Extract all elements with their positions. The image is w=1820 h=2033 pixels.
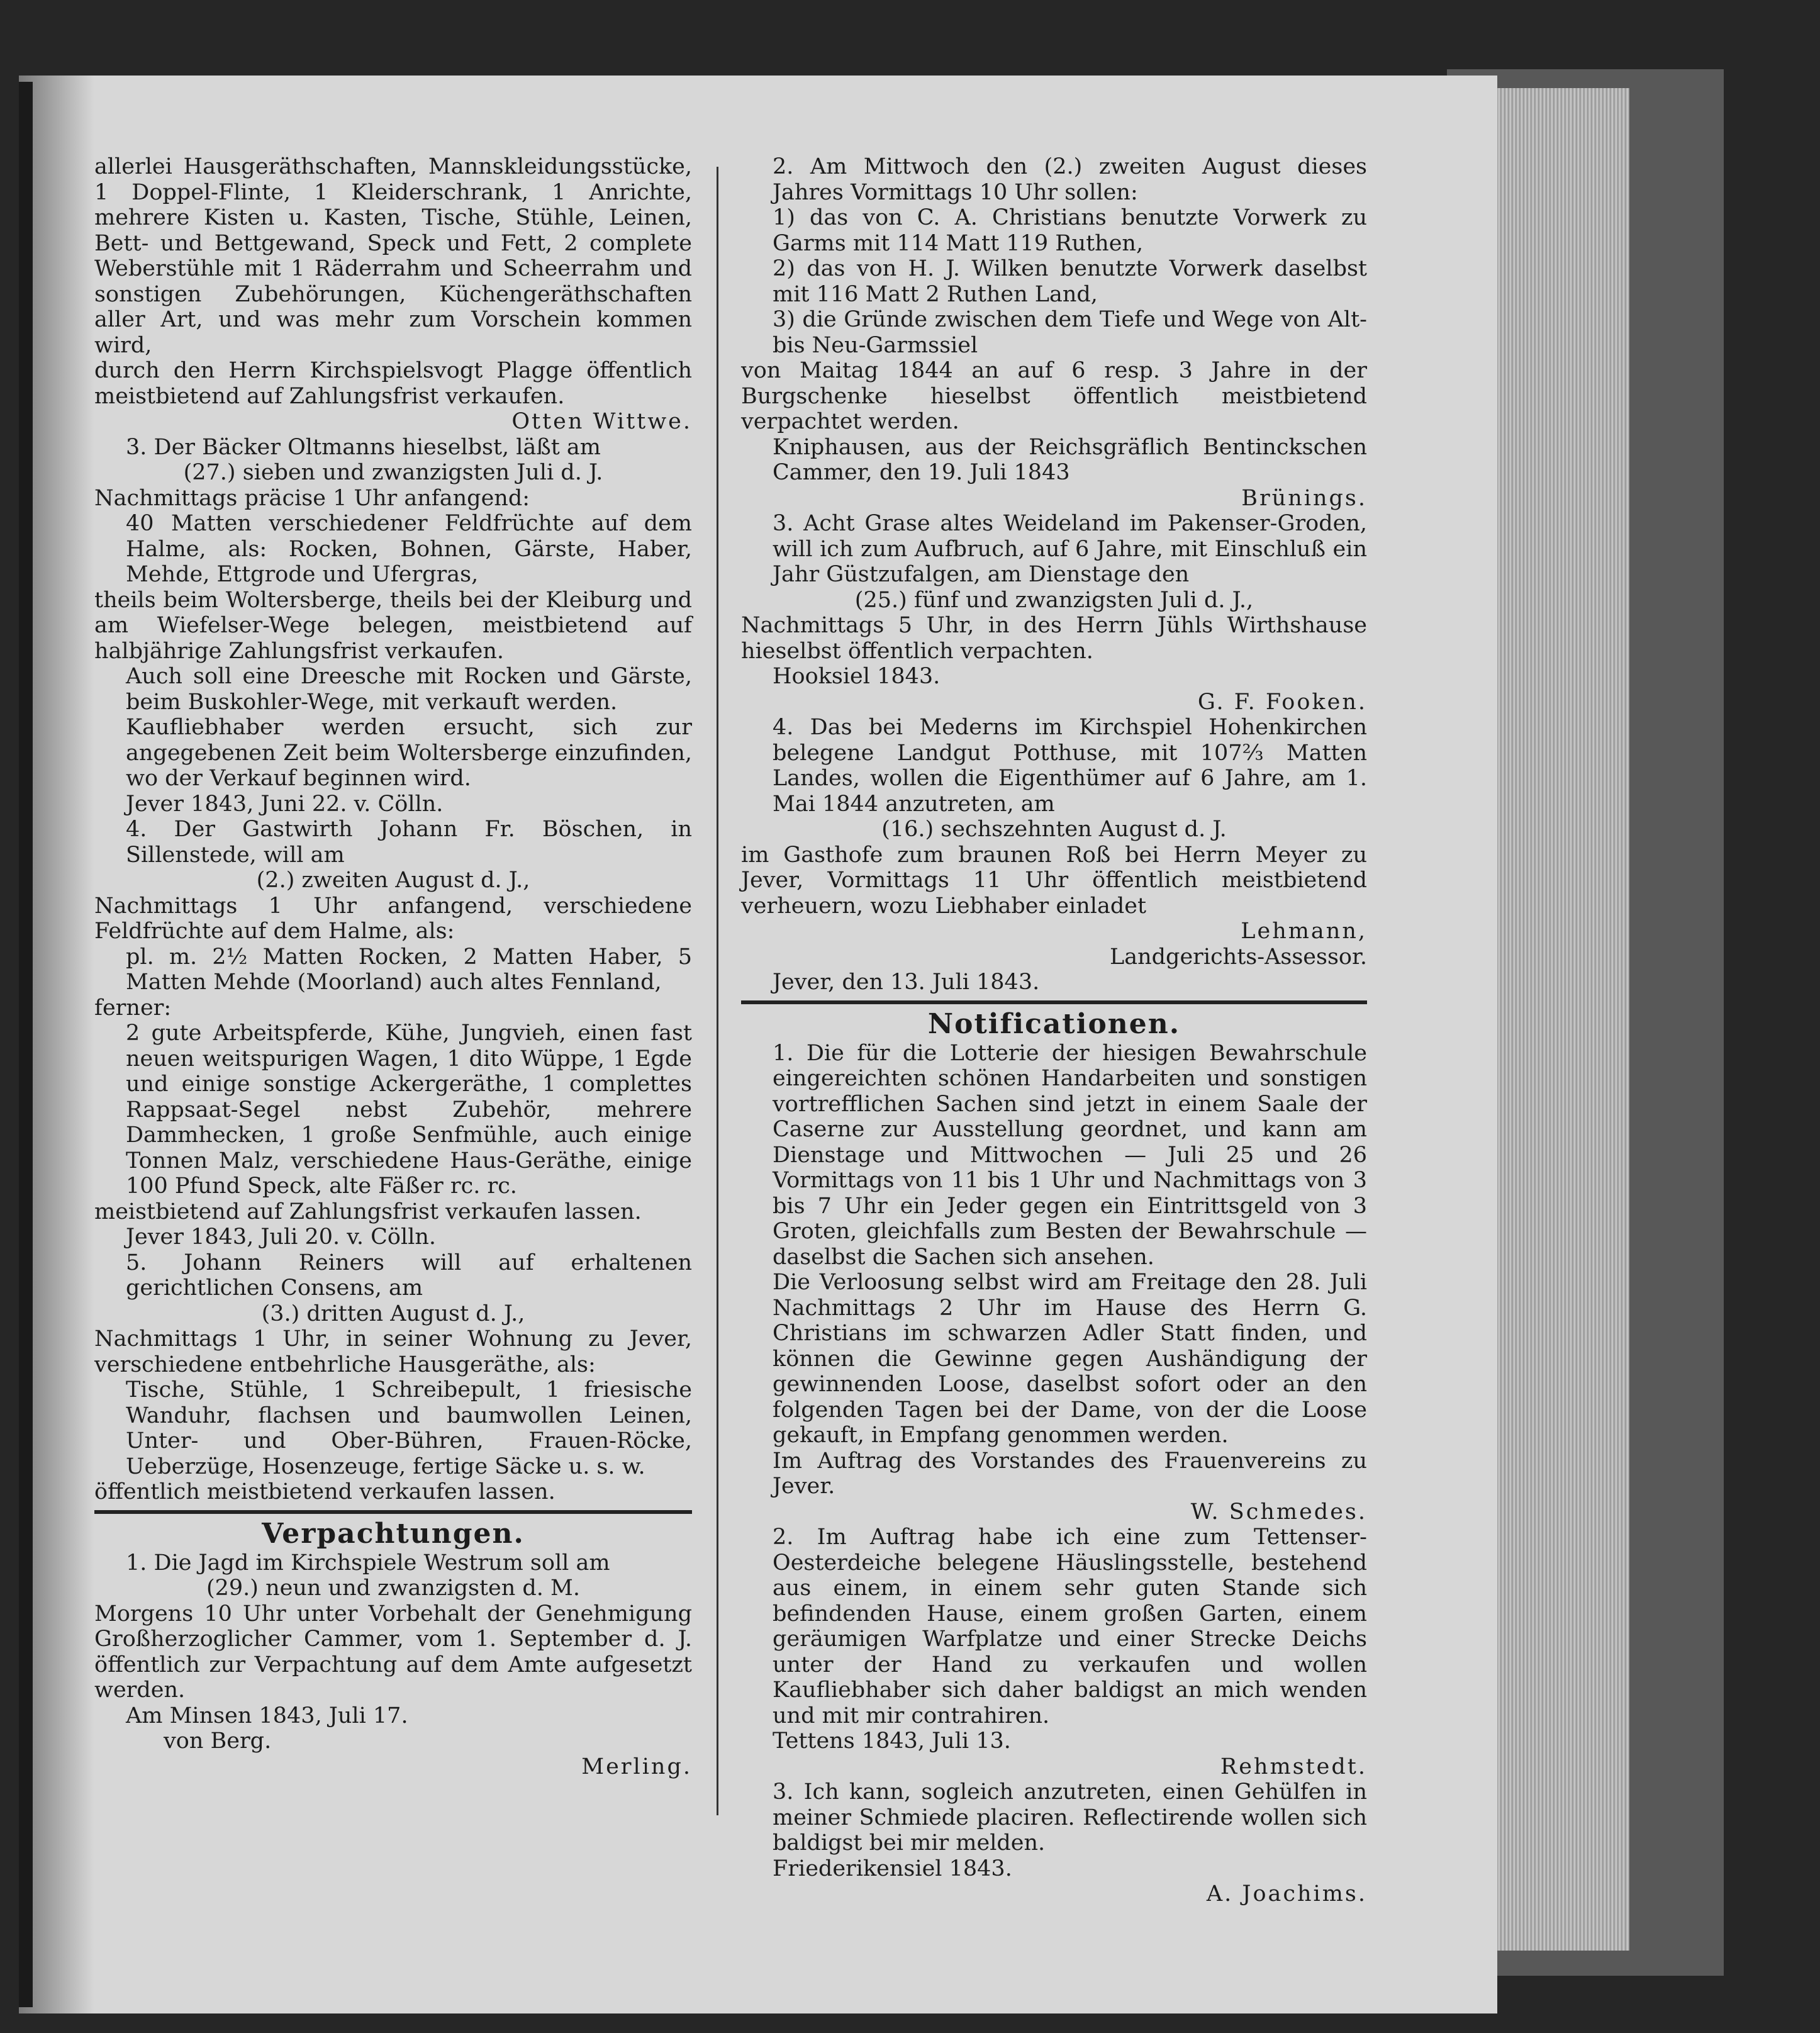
text-paragraph: 2) das von H. J. Wilken benutzte Vorwerk daselbst mit 116 Matt 2 Ruthen Land, — [773, 256, 1367, 307]
text-paragraph: allerlei Hausgeräthschaften, Mannskleidungsstücke, 1 Doppel-Flinte, 1 Kleiderschrank, 1 Anrichte, mehrere Kisten u. Kasten, Tische, Stühle, Leinen, Bett- und Bettgewand, Speck und Fett, 2 complete Weberstühle mit 1 Räderrahm und Scheerrahm und sonstigen Zubehörungen, Küchengeräthschaften aller Art, und was mehr zum Vorschein kommen wird, — [94, 154, 692, 358]
text-paragraph: Morgens 10 Uhr unter Vorbehalt der Genehmigung Großherzoglicher Cammer, vom 1. September d. J. öffentlich zur Verpachtung auf dem Amte aufgesetzt werden. — [94, 1601, 692, 1703]
page-content — [94, 154, 1367, 1907]
text-paragraph: W. Schmedes. — [1190, 1499, 1367, 1525]
page-fore-edge — [1478, 88, 1629, 1951]
text-paragraph: 3) die Gründe zwischen dem Tiefe und Wege von Alt- bis Neu-Garmssiel — [773, 307, 1367, 358]
text-paragraph: G. F. Fooken. — [1197, 689, 1367, 715]
text-paragraph: Rehmstedt. — [1220, 1754, 1367, 1779]
text-paragraph: Nachmittags präcise 1 Uhr anfangend: — [94, 485, 530, 511]
text-paragraph: Auch soll eine Dreesche mit Rocken und Gärste, beim Buskohler-Wege, mit verkauft werden. — [126, 664, 692, 715]
text-paragraph: Lehmann, — [1241, 919, 1367, 944]
text-paragraph: (25.) fünf und zwanzigsten Juli d. J., — [854, 587, 1254, 613]
text-paragraph: 3. Ich kann, sogleich anzutreten, einen Gehülfen in meiner Schmiede placiren. Reflectirende wollen sich baldigst bei mir melden. — [773, 1779, 1367, 1856]
right-column — [741, 154, 1367, 1907]
section-rule — [741, 1000, 1367, 1004]
text-paragraph: im Gasthofe zum braunen Roß bei Herrn Meyer zu Jever, Vormittags 11 Uhr öffentlich meistbietend verheuern, wozu Liebhaber einladet — [741, 842, 1367, 919]
text-paragraph: Landgerichts-Assessor. — [1109, 944, 1367, 970]
text-paragraph: theils beim Woltersberge, theils bei der Kleiburg und am Wiefelser-Wege belegen, meistbietend auf halbjährige Zahlungsfrist verkaufen. — [94, 587, 692, 664]
text-paragraph: (27.) sieben und zwanzigsten Juli d. J. — [183, 460, 603, 485]
text-paragraph: 2. Im Auftrag habe ich eine zum Tettenser-Oesterdeiche belegene Häuslingsstelle, bestehend aus einem, in einem sehr guten Stande sich befindenden Hause, einem großen Garten, einem geräumigen Warfplatze und einer Strecke Deichs unter der Hand zu verkaufen und wollen Kaufliebhaber sich daher baldigst an mich wenden und mit mir contrahiren. — [773, 1525, 1367, 1728]
section-heading: Verpachtungen. — [262, 1517, 525, 1550]
text-paragraph: meistbietend auf Zahlungsfrist verkaufen lassen. — [94, 1199, 642, 1224]
text-paragraph: 3. Acht Grase altes Weideland im Pakenser-Groden, will ich zum Aufbruch, auf 6 Jahre, mit Einschluß ein Jahr Güstzufalgen, am Dienstage den — [773, 511, 1367, 587]
text-paragraph: 5. Johann Reiners will auf erhaltenen gerichtlichen Consens, am — [126, 1250, 692, 1301]
text-paragraph: durch den Herrn Kirchspielsvogt Plagge öffentlich meistbietend auf Zahlungsfrist verkaufen. — [94, 358, 692, 409]
text-paragraph: A. Joachims. — [1206, 1881, 1367, 1907]
text-paragraph: Im Auftrag des Vorstandes des Frauenvereins zu Jever. — [773, 1448, 1367, 1499]
text-paragraph: Otten Wittwe. — [511, 409, 692, 434]
left-column — [94, 154, 692, 1779]
text-paragraph: 4. Das bei Mederns im Kirchspiel Hohenkirchen belegene Landgut Potthuse, mit 107⅔ Matten Landes, wollen die Eigenthümer auf 6 Jahre, am 1. Mai 1844 anzutreten, am — [773, 715, 1367, 817]
text-paragraph: 40 Matten verschiedener Feldfrüchte auf dem Halme, als: Rocken, Bohnen, Gärste, Haber, Mehde, Ettgrode und Ufergras, — [126, 511, 692, 587]
text-paragraph: Jever, den 13. Juli 1843. — [773, 970, 1040, 995]
text-paragraph: (29.) neun und zwanzigsten d. M. — [206, 1576, 581, 1601]
text-paragraph: 4. Der Gastwirth Johann Fr. Böschen, in Sillenstede, will am — [126, 817, 692, 868]
text-paragraph: Kniphausen, aus der Reichsgräflich Bentinckschen Cammer, den 19. Juli 1843 — [773, 434, 1367, 485]
text-paragraph: Tische, Stühle, 1 Schreibepult, 1 friesische Wanduhr, flachsen und baumwollen Leinen, Unter- und Ober-Bühren, Frauen-Röcke, Ueberzüge, Hosenzeuge, fertige Säcke u. s. w. — [126, 1377, 692, 1479]
text-paragraph: ferner: — [94, 995, 172, 1021]
text-paragraph: 3. Der Bäcker Oltmanns hieselbst, läßt am — [126, 434, 601, 460]
text-paragraph: Merling. — [581, 1754, 692, 1779]
text-paragraph: 2 gute Arbeitspferde, Kühe, Jungvieh, einen fast neuen weitspurigen Wagen, 1 dito Wüppe, 1 Egde und einige sonstige Ackergeräthe, 1 complettes Rappsaat-Segel nebst Zubehör, mehrere Dammhecken, 1 große Senfmühle, auch einige Tonnen Malz, verschiedene Haus-Geräthe, einige 100 Pfund Speck, alte Fäßer rc. rc. — [126, 1021, 692, 1199]
section-heading: Notificationen. — [927, 1007, 1181, 1040]
text-paragraph: 1. Die Jagd im Kirchspiele Westrum soll am — [126, 1550, 610, 1576]
text-paragraph: 2. Am Mittwoch den (2.) zweiten August dieses Jahres Vormittags 10 Uhr sollen: — [773, 154, 1367, 205]
text-paragraph: von Berg. — [164, 1728, 272, 1754]
text-paragraph: Tettens 1843, Juli 13. — [773, 1728, 1011, 1754]
text-paragraph: 1) das von C. A. Christians benutzte Vorwerk zu Garms mit 114 Matt 119 Ruthen, — [773, 205, 1367, 256]
text-paragraph: Nachmittags 1 Uhr, in seiner Wohnung zu Jever, verschiedene entbehrliche Hausgeräthe, als: — [94, 1326, 692, 1377]
text-paragraph: pl. m. 2½ Matten Rocken, 2 Matten Haber, 5 Matten Mehde (Moorland) auch altes Fennland, — [126, 944, 692, 995]
text-paragraph: Friederikensiel 1843. — [773, 1856, 1012, 1881]
text-paragraph: Nachmittags 5 Uhr, in des Herrn Jühls Wirthshause hieselbst öffentlich verpachten. — [741, 613, 1367, 664]
text-paragraph: (3.) dritten August d. J., — [261, 1301, 525, 1326]
text-paragraph: Nachmittags 1 Uhr anfangend, verschiedene Feldfrüchte auf dem Halme, als: — [94, 893, 692, 944]
text-paragraph: Jever 1843, Juli 20. v. Cölln. — [126, 1224, 437, 1250]
text-paragraph: Hooksiel 1843. — [773, 664, 941, 689]
text-paragraph: (2.) zweiten August d. J., — [256, 868, 530, 893]
binding-gutter — [19, 82, 33, 2007]
text-paragraph: Jever 1843, Juni 22. v. Cölln. — [126, 791, 444, 817]
column-divider — [717, 167, 718, 1815]
text-paragraph: (16.) sechszehnten August d. J. — [881, 817, 1227, 842]
text-paragraph: Brünings. — [1241, 485, 1367, 511]
text-paragraph: von Maitag 1844 an auf 6 resp. 3 Jahre in der Burgschenke hieselbst öffentlich meistbietend verpachtet werden. — [741, 358, 1367, 434]
text-paragraph: 1. Die für die Lotterie der hiesigen Bewahrschule eingereichten schönen Handarbeiten und sonstigen vortrefflichen Sachen sind jetzt in einem Saale der Caserne zur Ausstellung geordnet, und kann am Dienstage und Mittwochen — Juli 25 und 26 Vormittags von 11 bis 1 Uhr und Nachmittags von 3 bis 7 Uhr ein Jeder gegen ein Eintrittsgeld von 3 Groten, gleichfalls zum Besten der Bewahrschule — daselbst die Sachen sich ansehen. — [773, 1040, 1367, 1270]
text-paragraph: öffentlich meistbietend verkaufen lassen. — [94, 1479, 555, 1504]
text-paragraph: Am Minsen 1843, Juli 17. — [126, 1703, 408, 1728]
section-rule — [94, 1510, 692, 1514]
text-paragraph: Die Verloosung selbst wird am Freitage den 28. Juli Nachmittags 2 Uhr im Hause des Herrn G. Christians im schwarzen Adler Statt finden, und können die Gewinne gegen Aushändigung der gewinnenden Loose, daselbst sofort oder an den folgenden Tagen bei der Dame, von der die Loose gekauft, in Empfang genommen werden. — [773, 1270, 1367, 1448]
text-paragraph: Kaufliebhaber werden ersucht, sich zur angegebenen Zeit beim Woltersberge einzufinden, wo der Verkauf beginnen wird. — [126, 715, 692, 791]
